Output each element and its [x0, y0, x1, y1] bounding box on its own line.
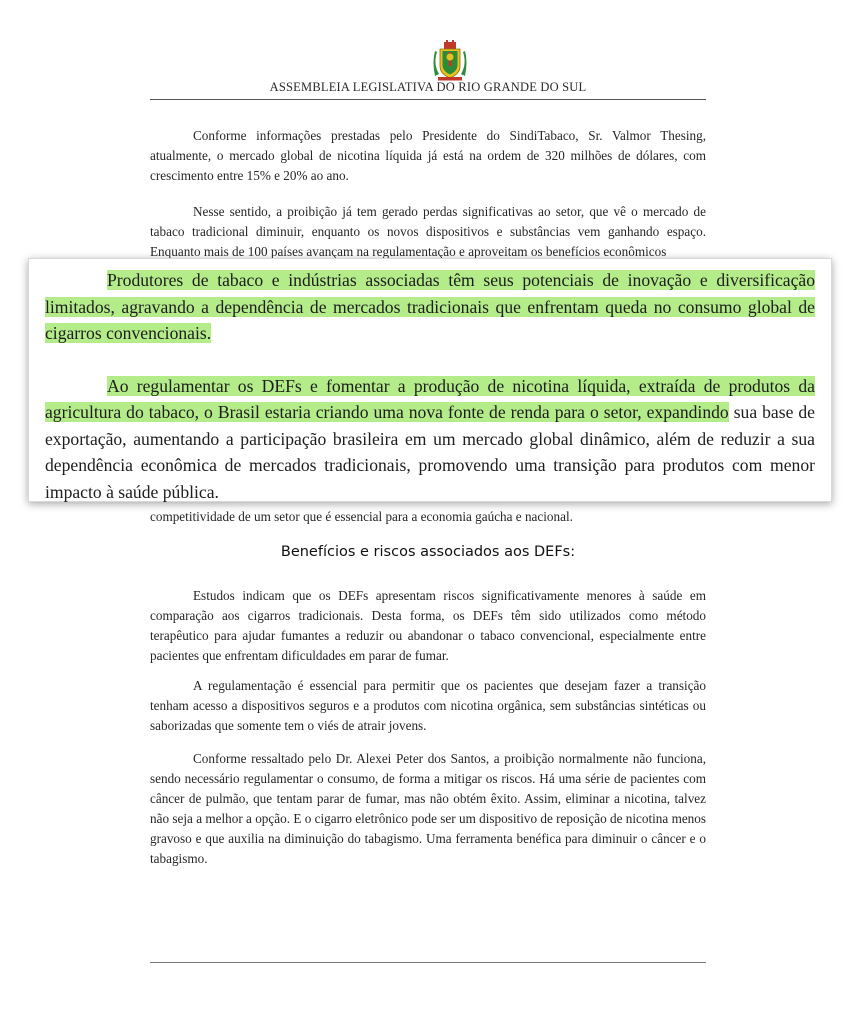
paragraph-dr-alexei: Conforme ressaltado pelo Dr. Alexei Peter dos Santos, a proibição normalmente não funciona, sendo necessário regulamentar o consumo, de forma a mitigar os riscos. Há uma série de pacientes com câncer de pulmão, que tentam parar de fumar, mas não obtém êxito. Assim, eliminar a nicotina, talvez não seja a melhor a opção. E o cigarro eletrônico pode ser um dispositivo de reposição de nicotina menos gravoso e que auxilia na diminuição do tabagismo. Uma ferramenta benéfica para diminuir o câncer e o tabagismo.: [150, 751, 706, 866]
paragraph-prohibition: Nesse sentido, a proibição já tem gerado perdas significativas ao setor, que vê o mercado de tabaco tradicional diminuir, enquanto os novos dispositivos e substâncias vem ganhando espaço. Enquanto mais de 100 países avançam na regulamentação e aproveitam os benefícios econômicos: [150, 204, 706, 258]
plain-text: sua base de exportação, aumentando a participação brasileira em um mercado global dinâmico, além de reduzir a sua dependência econômica de mercados tradicionais, promovendo uma transição para produtos com menor impacto à saúde pública.: [45, 402, 815, 502]
callout-paragraph-producers: [45, 267, 815, 347]
zoomed-excerpt-callout: [28, 258, 832, 502]
paragraph-regulation-patients: A regulamentação é essencial para permitir que os pacientes que desejam fazer a transição tenham acesso a dispositivos seguros e a produtos com nicotina orgânica, sem substâncias sintéticas ou saborizadas que somente tem o viés de atrair jovens.: [150, 678, 706, 733]
footer-rule: [150, 962, 706, 963]
header-title: ASSEMBLEIA LEGISLATIVA DO RIO GRANDE DO SUL: [269, 80, 587, 94]
callout-paragraph-regulation: [45, 373, 815, 506]
paragraph-market: Conforme informações prestadas pelo Presidente do SindiTabaco, Sr. Valmor Thesing, atualmente, o mercado global de nicotina líquida já está na ordem de 320 milhões de dólares, com crescimento entre 15% e 20% ao ano.: [150, 128, 706, 183]
highlighted-text: Produtores de tabaco e indústrias associadas têm seus potenciais de inovação e diversificação limitados, agravando a dependência de mercados tradicionais que enfrentam queda no consumo global de cigarros convencionais.: [45, 270, 815, 343]
section-title: Benefícios e riscos associados aos DEFs:: [280, 544, 576, 560]
state-coat-of-arms-icon: [432, 40, 468, 82]
paragraph-studies: Estudos indicam que os DEFs apresentam riscos significativamente menores à saúde em comparação aos cigarros tradicionais. Desta forma, os DEFs têm sido utilizados como método terapêutico para ajudar fumantes a reduzir ou abandonar o tabaco convencional, especialmente entre pacientes que enfrentam dificuldades em parar de fumar.: [150, 588, 706, 663]
header-rule: [150, 99, 706, 100]
highlighted-text: Ao regulamentar os DEFs e fomentar a produção de nicotina líquida, extraída de produtos da agricultura do tabaco, o Brasil estaria criando uma nova fonte de renda para o setor, expandindo: [45, 375, 815, 422]
paragraph-competitiveness-tail: competitividade de um setor que é essencial para a economia gaúcha e nacional.: [150, 509, 573, 524]
